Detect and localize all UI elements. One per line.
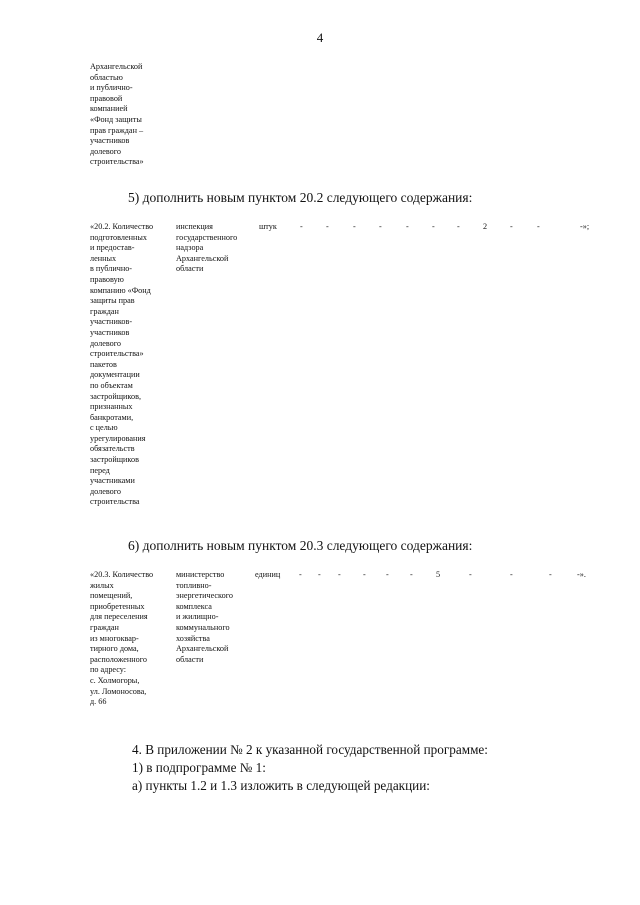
- item6-value: -: [299, 570, 302, 579]
- top-fragment-line: компанией: [90, 104, 128, 114]
- indicator-line: с целью: [90, 423, 118, 433]
- indicator-line: приобретенных: [90, 601, 145, 611]
- executor-line: энергетического: [176, 591, 233, 601]
- indicator-line: по адресу:: [90, 665, 127, 675]
- executor-line: Архангельской: [176, 253, 229, 263]
- item6-value: -: [410, 570, 413, 579]
- item5-indicator: [90, 222, 153, 508]
- item6-indicator: [90, 570, 153, 708]
- executor-line: комплекса: [176, 601, 212, 611]
- indicator-line: обязательств: [90, 444, 135, 454]
- indicator-line: помещений,: [90, 591, 133, 601]
- indicator-line: долевого: [90, 338, 122, 348]
- indicator-line: перед: [90, 465, 110, 475]
- top-fragment: [90, 62, 144, 168]
- executor-line: и жилищно-: [176, 612, 219, 622]
- indicator-line: расположенного: [90, 654, 147, 664]
- indicator-line: пакетов: [90, 359, 117, 369]
- indicator-line: по объектам: [90, 380, 133, 390]
- indicator-line: строительства»: [90, 349, 144, 359]
- top-fragment-line: Архангельской: [90, 62, 143, 71]
- indicator-line: участниками: [90, 476, 135, 486]
- indicator-line: для переселения: [90, 612, 148, 622]
- indicator-line: застройщиков: [90, 455, 139, 465]
- item6-value: -: [318, 570, 321, 579]
- indicator-line: граждан: [90, 306, 119, 316]
- indicator-line: в публично-: [90, 264, 133, 274]
- item6-value: -».: [577, 570, 586, 579]
- item6-unit: единиц: [255, 570, 281, 579]
- executor-line: надзора: [176, 243, 204, 253]
- indicator-line: банкротами,: [90, 412, 134, 422]
- paragraph-items: а) пункты 1.2 и 1.3 изложить в следующей редакции:: [132, 778, 430, 793]
- executor-line: области: [176, 654, 204, 664]
- indicator-line: из многоквар-: [90, 633, 139, 643]
- paragraph-subprogram: 1) в подпрограмме № 1:: [132, 760, 266, 775]
- indicator-line: с. Холмогоры,: [90, 675, 140, 685]
- item6-value: -: [338, 570, 341, 579]
- item5-value: -: [406, 222, 409, 231]
- top-fragment-line: областью: [90, 72, 123, 82]
- top-fragment-line: долевого: [90, 146, 122, 156]
- top-fragment-line: прав граждан –: [90, 125, 144, 135]
- indicator-line: компанию «Фонд: [90, 285, 151, 295]
- item6-value: -: [549, 570, 552, 579]
- item5-value: -: [326, 222, 329, 231]
- item6-value: -: [386, 570, 389, 579]
- indicator-line: «20.3. Количество: [90, 570, 154, 579]
- indicator-line: граждан: [90, 622, 119, 632]
- indicator-line: урегулирования: [90, 433, 146, 443]
- paragraph-appendix: 4. В приложении № 2 к указанной государственной программе:: [132, 742, 488, 757]
- executor-line: области: [176, 264, 204, 274]
- item6-value: -: [363, 570, 366, 579]
- indicator-line: долевого: [90, 486, 122, 496]
- top-fragment-line: строительства»: [90, 157, 144, 167]
- indicator-line: ул. Ломоносова,: [90, 686, 147, 696]
- item5-value: -»;: [580, 222, 590, 231]
- top-fragment-line: «Фонд защиты: [90, 114, 142, 124]
- item5-value: -: [432, 222, 435, 231]
- item6-value: 5: [436, 570, 441, 579]
- item6-value: -: [469, 570, 472, 579]
- indicator-line: признанных: [90, 402, 133, 412]
- indicator-line: защиты прав: [90, 296, 135, 306]
- indicator-line: участников: [90, 327, 130, 337]
- indicator-line: правовую: [90, 274, 124, 284]
- top-fragment-line: правовой: [90, 93, 123, 103]
- item5-unit: штук: [259, 222, 277, 231]
- indicator-line: жилых: [90, 580, 114, 590]
- indicator-line: строительства: [90, 497, 140, 507]
- executor-line: коммунального: [176, 622, 230, 632]
- indicator-line: тирного дома,: [90, 644, 139, 654]
- item5-value: -: [457, 222, 460, 231]
- page-number: 4: [316, 30, 324, 45]
- executor-line: хозяйства: [176, 633, 210, 643]
- item5-value: 2: [483, 222, 488, 231]
- indicator-line: д. 66: [90, 697, 107, 707]
- item5-heading: 5) дополнить новым пунктом 20.2 следующего содержания:: [128, 190, 473, 205]
- item5-value: -: [353, 222, 356, 231]
- item5-value: -: [300, 222, 303, 231]
- executor-line: министерство: [176, 570, 225, 579]
- top-fragment-line: участников: [90, 136, 130, 146]
- item5-value: -: [510, 222, 513, 231]
- indicator-line: и предостав-: [90, 243, 135, 253]
- item5-value: -: [537, 222, 540, 231]
- item5-executor: [176, 222, 237, 275]
- indicator-line: документации: [90, 370, 140, 380]
- executor-line: инспекция: [176, 222, 213, 231]
- executor-line: топливно-: [176, 580, 212, 590]
- indicator-line: «20.2. Количество: [90, 222, 154, 231]
- item6-heading: 6) дополнить новым пунктом 20.3 следующего содержания:: [128, 538, 473, 553]
- top-fragment-line: и публично-: [90, 83, 133, 93]
- item5-value: -: [379, 222, 382, 231]
- item6-value: -: [510, 570, 513, 579]
- indicator-line: застройщиков,: [90, 391, 142, 401]
- indicator-line: ленных: [90, 253, 117, 263]
- executor-line: государственного: [176, 232, 238, 242]
- indicator-line: участников-: [90, 317, 133, 327]
- item6-executor: [176, 570, 233, 665]
- indicator-line: подготовленных: [90, 232, 147, 242]
- executor-line: Архангельской: [176, 644, 229, 654]
